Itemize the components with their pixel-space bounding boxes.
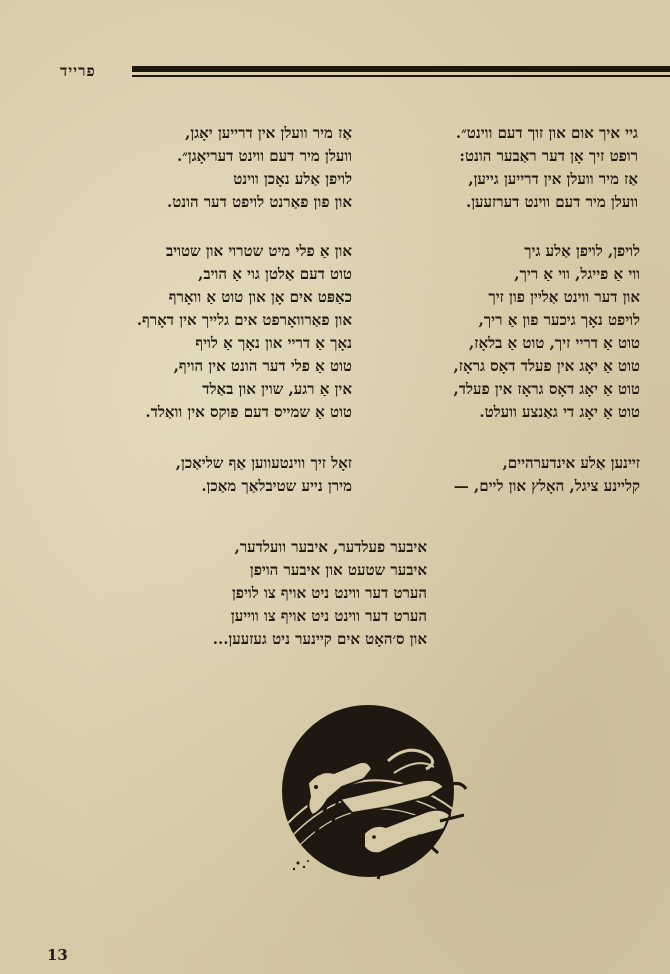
page-header-title: פרייד bbox=[60, 62, 96, 80]
poem-line: רופט זיך אָן דער ראַבער הונט: bbox=[459, 147, 638, 165]
right-stanza-1 bbox=[456, 122, 638, 214]
poem-line: לויפן אַלע נאָכן ווינט bbox=[233, 170, 352, 188]
poem-line: אין אַ רגע, שוין און באַלד bbox=[202, 380, 352, 398]
left-stanza-1 bbox=[167, 122, 352, 214]
poem-line: און דער ווינט אַליין פון זיך bbox=[488, 288, 640, 306]
poem-line: ווי אַ פייגל, ווי אַ ריך, bbox=[514, 265, 640, 283]
poem-line: כאַפּט אים אָן און טוט אַ וואָרף bbox=[168, 288, 352, 306]
poem-line: און אַ פלי מיט שטרוי און שטויב bbox=[165, 242, 352, 260]
poem-line: זאָל זיך ווינטעווען אַף שליאַכן, bbox=[175, 454, 352, 472]
poem-line: און ס׳האָט אים קיינער ניט געזעען... bbox=[212, 630, 427, 648]
poem-line: נאָך אַ דריי און נאָך אַ לויף bbox=[195, 334, 352, 352]
poem-line: טוט אַ דריי זיך, טוט אַ בלאָז, bbox=[469, 334, 640, 352]
right-stanza-3 bbox=[454, 452, 640, 498]
left-stanza-3 bbox=[176, 452, 352, 498]
header-rule-thin bbox=[132, 75, 670, 77]
poem-line: הערט דער ווינט ניט אויף צו ווייען bbox=[230, 607, 427, 625]
poem-line: טוט אַ שמייס דעם פוקס אין וואַלד. bbox=[145, 403, 352, 421]
poem-line: איבער פעלדער, איבער וועלדער, bbox=[234, 538, 427, 556]
poem-line: קליינע ציגל, האָלץ און ליים, — bbox=[453, 477, 640, 495]
page-header bbox=[60, 62, 670, 86]
poem-line: טוט אַ יאָג די גאַנצע וועלט. bbox=[479, 403, 640, 421]
poem-line: הערט דער ווינט ניט אויף צו לויפן bbox=[231, 584, 427, 602]
ground-speckles bbox=[293, 860, 309, 870]
poem-line: לויפט נאָך גיכער פון אַ ריך, bbox=[478, 311, 640, 329]
poem-line: לויפן, לויפן אַלע גיך bbox=[524, 242, 640, 260]
left-stanza-2 bbox=[137, 240, 352, 424]
poem-line: אַז מיר וועלן אין דרייען גייען, bbox=[468, 170, 638, 188]
header-rule-thick bbox=[132, 66, 670, 72]
poem-line: טוט אַ פלי דער הונט אין הויף, bbox=[173, 357, 352, 375]
poem-line: וועלן מיר דעם ווינט דעריאָגן״. bbox=[176, 147, 352, 165]
poem-line: וועלן מיר דעם ווינט דערזעען. bbox=[466, 193, 638, 211]
page-number: 13 bbox=[47, 946, 68, 964]
woodcut-animals-wind-illustration bbox=[268, 703, 478, 893]
poem-line: איבער שטעט און איבער הויפן bbox=[249, 561, 427, 579]
poem-line: זיינען אַלע אינדערהיים, bbox=[502, 454, 640, 472]
poem-line: אַז מיר וועלן אין דרייען יאָגן, bbox=[185, 124, 352, 142]
poem-line: און פאַרוואָרפט אים גלייך אין דאָרף. bbox=[136, 311, 352, 329]
poem-line: גיי איך אום און זוך דעם ווינט״. bbox=[455, 124, 638, 142]
poem-line: טוט אַ יאָג אין פעלד דאָס גראָז, bbox=[453, 357, 640, 375]
poem-line: טוט אַ יאָג דאָס גראָז אין פעלד, bbox=[453, 380, 640, 398]
poem-line: טוט דעם אַלטן גוי אַ הויב, bbox=[198, 265, 352, 283]
poem-line: מירן נייע שטיבלאַך מאַכן. bbox=[201, 477, 352, 495]
center-stanza bbox=[213, 536, 427, 651]
right-stanza-2 bbox=[454, 240, 640, 424]
poem-line: און פון פאַרנט לויפט דער הונט. bbox=[166, 193, 352, 211]
